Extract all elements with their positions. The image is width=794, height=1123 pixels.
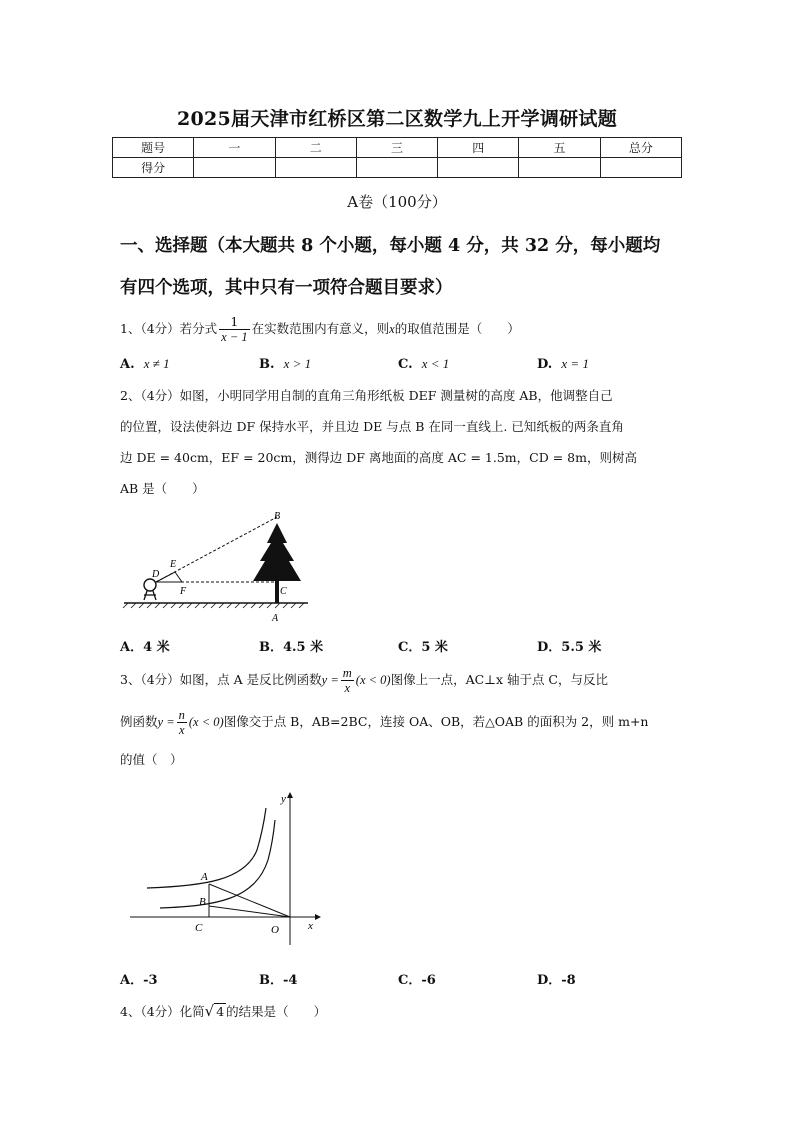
table-cell: 三 [356,138,437,158]
label-b: B [199,896,206,908]
label-b: B [274,511,281,522]
sqrt-symbol: √ [204,1002,215,1020]
q3-line1: 3、（4分）如图，点 A 是反比例函数y = $\frac{m}{x}$ (x < 0)图像上一点，AC⊥x 轴于点 C，与反比 [120,666,609,695]
label-d: D [152,569,160,580]
fraction-numerator: 1 [219,315,249,330]
q3-option-a: A．-3 [120,973,158,988]
label-a: A [201,871,208,883]
q2-line2: 的位置，设法使斜边 DF 保持水平，并且边 DE 与点 B 在同一直线上. 已知纸板的两条直角 [120,419,624,434]
score-table [112,137,682,178]
table-cell: 得分 [113,158,194,178]
label-e: E [170,559,177,570]
table-cell-blank [438,158,519,178]
q3-fraction-n: $\frac{n}{x}$ [178,708,185,737]
table-cell: 二 [275,138,356,158]
q3-fraction-m: $\frac{m}{x}$ [342,666,352,695]
section-a-heading: A卷（100分） [347,193,447,211]
question-4: 4、（4分）化简√ 4 的结果是（ ） [120,1002,327,1020]
q2-line1: 2、（4分）如图，小明同学用自制的直角三角形纸板 DEF 测量树的高度 AB，他调整自己 [120,388,613,403]
label-f: F [180,586,187,597]
table-cell: 总分 [600,138,681,158]
tree-measurement-figure [120,505,320,630]
q1-option-c: C. x < 1 [398,356,450,372]
score-table-score-row [113,158,682,178]
table-cell: 题号 [113,138,194,158]
q2-option-d: D．5.5 米 [537,640,602,655]
q2-line4: AB 是（ ） [120,481,205,496]
q1-prefix: 1、（4分）若分式 [120,321,218,336]
table-cell-blank [600,158,681,178]
q2-option-b: B．4.5 米 [259,640,324,655]
sqrt-radicand: 4 [216,1004,225,1019]
table-cell-blank [275,158,356,178]
q1-option-d: D. x = 1 [537,356,589,372]
q1-fraction [219,315,249,344]
table-cell: 五 [519,138,600,158]
page-title: 2025届天津市红桥区第二区数学九上开学调研试题 [176,108,618,130]
fraction-denominator: x − 1 [221,330,248,344]
inverse-function-figure [125,790,325,950]
table-cell: 四 [438,138,519,158]
q3-line3: 的值（ ） [120,752,183,767]
label-y: y [281,793,286,805]
q2-line3: 边 DE = 40cm，EF = 20cm，测得边 DF 离地面的高度 AC = 1.5m，CD = 8m，则树高 [120,450,637,465]
label-c: C [280,586,287,597]
table-cell: 一 [194,138,275,158]
table-cell-blank [194,158,275,178]
q1-option-a: A. x ≠ 1 [120,356,170,372]
score-table-header-row [113,138,682,158]
table-cell-blank [519,158,600,178]
q3-option-d: D．-8 [537,973,576,988]
q1-variable: x [389,322,395,336]
label-x: x [308,920,313,932]
q3-option-b: B．-4 [259,973,298,988]
q3-line2: 例函数y = $\frac{n}{x}$ (x < 0)图像交于点 B，AB=2BC，连接 OA、OB，若△OAB 的面积为 2，则 m+n [120,708,649,737]
q3-option-c: C．-6 [398,973,436,988]
table-cell-blank [356,158,437,178]
section-heading-line2: 有四个选项，其中只有一项符合题目要求） [120,278,453,298]
question-1 [120,315,520,344]
label-o: O [271,924,279,936]
q2-option-c: C．5 米 [398,640,448,655]
label-a: A [272,613,279,624]
q1-option-b: B. x > 1 [259,356,312,372]
section-heading-line1: 一、选择题（本大题共 8 个小题，每小题 4 分，共 32 分，每小题均 [120,236,661,256]
q1-text: 在实数范围内有意义，则 [251,321,390,336]
q1-text-end: 的取值范围是（ ） [394,321,520,336]
q2-option-a: A．4 米 [120,640,170,655]
label-c: C [195,922,203,934]
